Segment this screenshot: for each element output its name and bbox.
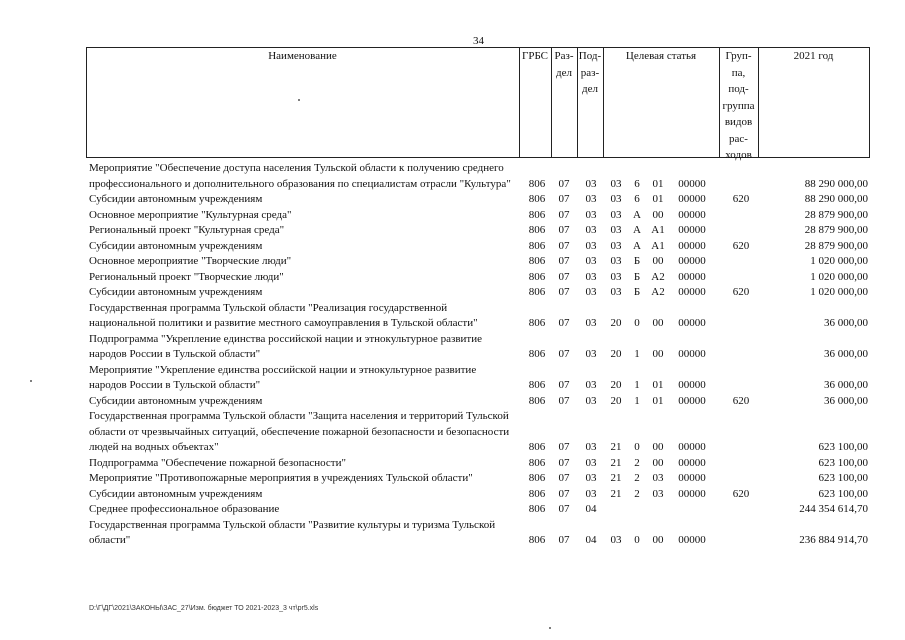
cell-grbs: 806 bbox=[528, 348, 546, 360]
cell-target-subprogram: Б bbox=[633, 255, 641, 267]
cell-name: Мероприятие "Обеспечение доступа населения Тульской области к получению среднего профессионального и дополнительного образования по специалистам отрасли "Культура" bbox=[89, 162, 511, 190]
page-number: 34 bbox=[473, 35, 484, 47]
cell-expense-group: 620 bbox=[732, 487, 750, 500]
cell-target-event: 03 bbox=[652, 487, 664, 500]
cell-target-program: 20 bbox=[610, 348, 622, 360]
cell-sum-2021: 623 100,00 bbox=[818, 441, 868, 453]
cell-target-direction: 00000 bbox=[678, 394, 706, 407]
cell-target-program: 21 bbox=[610, 441, 622, 453]
table-row bbox=[89, 301, 870, 332]
cell-name: Региональный проект "Культурная среда" bbox=[89, 224, 285, 236]
table-header bbox=[86, 47, 870, 161]
cell-podrazdel: 03 bbox=[585, 379, 597, 391]
cell-target-subprogram: 2 bbox=[634, 487, 640, 500]
cell-target-subprogram: 0 bbox=[634, 441, 640, 453]
cell-target-program: 03 bbox=[610, 224, 622, 236]
header-expense-group: Груп- па, под- группа видов рас- ходов bbox=[722, 50, 755, 161]
cell-sum-2021: 623 100,00 bbox=[818, 456, 868, 469]
cell-name: Подпрограмма "Обеспечение пожарной безопасности" bbox=[89, 456, 346, 469]
cell-name: Субсидии автономным учреждениям bbox=[89, 394, 263, 407]
cell-podrazdel: 04 bbox=[585, 503, 597, 515]
cell-target-direction: 00000 bbox=[678, 286, 706, 298]
cell-name: Мероприятие "Противопожарные мероприятия в учреждениях Тульской области" bbox=[89, 472, 473, 484]
cell-podrazdel: 03 bbox=[585, 193, 597, 205]
cell-sum-2021: 88 290 000,00 bbox=[804, 193, 868, 205]
cell-podrazdel: 03 bbox=[585, 317, 597, 329]
cell-sum-2021: 36 000,00 bbox=[824, 394, 868, 407]
table-row bbox=[89, 409, 870, 456]
cell-target-program: 20 bbox=[610, 317, 622, 329]
cell-razdel: 07 bbox=[558, 239, 570, 252]
cell-target-subprogram: 2 bbox=[634, 472, 640, 484]
header-grbs: ГРБС bbox=[521, 50, 549, 62]
cell-sum-2021: 28 879 900,00 bbox=[804, 208, 868, 221]
cell-grbs: 806 bbox=[528, 441, 546, 453]
cell-podrazdel: 03 bbox=[585, 394, 597, 407]
cell-target-event: 00 bbox=[652, 208, 664, 221]
cell-podrazdel: 04 bbox=[585, 534, 597, 546]
cell-target-subprogram: 6 bbox=[634, 193, 640, 205]
cell-grbs: 806 bbox=[528, 286, 546, 298]
cell-target-program: 03 bbox=[610, 239, 622, 252]
cell-expense-group: 620 bbox=[732, 193, 750, 205]
cell-grbs: 806 bbox=[528, 224, 546, 236]
cell-podrazdel: 03 bbox=[585, 456, 597, 469]
cell-target-direction: 00000 bbox=[678, 348, 706, 360]
header-right-border bbox=[869, 47, 870, 158]
cell-expense-group: 620 bbox=[732, 239, 750, 252]
cell-podrazdel: 03 bbox=[585, 286, 597, 298]
cell-target-event: 00 bbox=[652, 456, 664, 469]
cell-name: Субсидии автономным учреждениям bbox=[89, 193, 263, 205]
cell-podrazdel: 03 bbox=[585, 487, 597, 500]
cell-target-program: 20 bbox=[610, 379, 622, 391]
cell-podrazdel: 03 bbox=[585, 255, 597, 267]
cell-grbs: 806 bbox=[528, 503, 546, 515]
table-row bbox=[89, 487, 870, 503]
cell-grbs: 806 bbox=[528, 379, 546, 391]
cell-grbs: 806 bbox=[528, 239, 546, 252]
cell-grbs: 806 bbox=[528, 177, 546, 190]
cell-target-event: 01 bbox=[652, 379, 664, 391]
cell-target-subprogram: А bbox=[633, 208, 641, 221]
cell-target-subprogram: 0 bbox=[634, 534, 640, 546]
cell-target-direction: 00000 bbox=[678, 270, 706, 283]
table-row bbox=[89, 270, 870, 286]
cell-target-event: А1 bbox=[651, 239, 665, 252]
cell-target-program: 03 bbox=[610, 255, 622, 267]
table-row bbox=[89, 471, 870, 487]
cell-sum-2021: 88 290 000,00 bbox=[804, 177, 868, 190]
cell-target-event: 00 bbox=[652, 317, 664, 329]
cell-podrazdel: 03 bbox=[585, 208, 597, 221]
cell-target-direction: 00000 bbox=[678, 224, 706, 236]
cell-name: Подпрограмма "Укрепление единства российской нации и этнокультурное развитие народов России в Тульской области" bbox=[89, 332, 483, 360]
cell-razdel: 07 bbox=[558, 441, 570, 453]
cell-target-program: 03 bbox=[610, 270, 622, 283]
cell-target-direction: 00000 bbox=[678, 456, 706, 469]
footer-file-path: D:\Г\ДГ\2021\ЗАКОНЫ\ЗАС_27\Изм. бюджет ТО 2021-2023_3 чт\pr5.xls bbox=[89, 605, 319, 612]
cell-name: Государственная программа Тульской области "Защита населения и территорий Тульской области от чрезвычайных ситуаций, обеспечение пожарной безопасности и безопасности людей на водных объектах" bbox=[89, 410, 510, 453]
cell-sum-2021: 36 000,00 bbox=[824, 348, 868, 360]
table-row bbox=[89, 456, 870, 472]
cell-sum-2021: 36 000,00 bbox=[824, 379, 868, 391]
cell-name: Основное мероприятие "Творческие люди" bbox=[89, 255, 292, 267]
table-row bbox=[89, 192, 870, 208]
table-row bbox=[89, 239, 870, 255]
cell-target-event: А2 bbox=[651, 286, 665, 298]
cell-podrazdel: 03 bbox=[585, 239, 597, 252]
cell-razdel: 07 bbox=[558, 193, 570, 205]
cell-target-event: 00 bbox=[652, 348, 664, 360]
cell-grbs: 806 bbox=[528, 193, 546, 205]
cell-grbs: 806 bbox=[528, 456, 546, 469]
cell-grbs: 806 bbox=[528, 317, 546, 329]
cell-target-program: 03 bbox=[610, 286, 622, 298]
cell-podrazdel: 03 bbox=[585, 270, 597, 283]
cell-razdel: 07 bbox=[558, 177, 570, 190]
cell-razdel: 07 bbox=[558, 456, 570, 469]
table-row bbox=[89, 363, 870, 394]
cell-razdel: 07 bbox=[558, 487, 570, 500]
cell-razdel: 07 bbox=[558, 472, 570, 484]
cell-grbs: 806 bbox=[528, 255, 546, 267]
cell-target-direction: 00000 bbox=[678, 239, 706, 252]
cell-target-subprogram: А bbox=[633, 239, 641, 252]
cell-target-event: 01 bbox=[652, 193, 664, 205]
cell-target-event: 00 bbox=[652, 255, 664, 267]
cell-razdel: 07 bbox=[558, 503, 570, 515]
cell-sum-2021: 28 879 900,00 bbox=[804, 239, 868, 252]
table-row bbox=[89, 223, 870, 239]
cell-target-program: 21 bbox=[610, 456, 622, 469]
table-row bbox=[89, 208, 870, 224]
cell-target-direction: 00000 bbox=[678, 487, 706, 500]
cell-target-program: 21 bbox=[610, 472, 622, 484]
cell-sum-2021: 623 100,00 bbox=[818, 487, 868, 500]
cell-name: Государственная программа Тульской области "Реализация государственной национальной политики и развитие местного самоуправления в Тульской области" bbox=[89, 301, 478, 329]
cell-name: Региональный проект "Творческие люди" bbox=[89, 270, 284, 283]
cell-podrazdel: 03 bbox=[585, 177, 597, 190]
cell-target-direction: 00000 bbox=[678, 472, 706, 484]
cell-target-direction: 00000 bbox=[678, 441, 706, 453]
cell-target-subprogram: 1 bbox=[634, 379, 640, 391]
cell-razdel: 07 bbox=[558, 286, 570, 298]
cell-razdel: 07 bbox=[558, 270, 570, 283]
cell-podrazdel: 03 bbox=[585, 348, 597, 360]
cell-podrazdel: 03 bbox=[585, 472, 597, 484]
cell-target-subprogram: 6 bbox=[634, 177, 640, 190]
cell-grbs: 806 bbox=[528, 472, 546, 484]
table-row bbox=[89, 161, 870, 192]
cell-target-program: 20 bbox=[610, 394, 622, 407]
scan-speck bbox=[298, 99, 300, 101]
header-razdel: Раз- дел bbox=[554, 50, 574, 79]
table-row bbox=[89, 502, 870, 518]
cell-razdel: 07 bbox=[558, 348, 570, 360]
cell-target-event: 00 bbox=[652, 441, 664, 453]
cell-grbs: 806 bbox=[528, 270, 546, 283]
cell-target-direction: 00000 bbox=[678, 177, 706, 190]
table-row bbox=[89, 518, 870, 549]
cell-expense-group: 620 bbox=[732, 394, 750, 407]
cell-sum-2021: 28 879 900,00 bbox=[804, 224, 868, 236]
cell-target-event: А2 bbox=[651, 270, 665, 283]
table-row bbox=[89, 254, 870, 270]
cell-target-event: А1 bbox=[651, 224, 665, 236]
table-body bbox=[89, 161, 870, 549]
cell-name: Государственная программа Тульской области "Развитие культуры и туризма Тульской области" bbox=[89, 518, 496, 546]
cell-target-direction: 00000 bbox=[678, 317, 706, 329]
cell-sum-2021: 1 020 000,00 bbox=[810, 286, 868, 298]
cell-razdel: 07 bbox=[558, 255, 570, 267]
cell-target-direction: 00000 bbox=[678, 208, 706, 221]
cell-target-subprogram: 0 bbox=[634, 317, 640, 329]
cell-target-subprogram: Б bbox=[633, 270, 641, 283]
header-podrazdel: Под- раз- дел bbox=[578, 50, 602, 95]
cell-target-direction: 00000 bbox=[678, 255, 706, 267]
cell-target-event: 00 bbox=[652, 534, 664, 546]
cell-target-program: 03 bbox=[610, 193, 622, 205]
cell-podrazdel: 03 bbox=[585, 441, 597, 453]
header-year-2021: 2021 год bbox=[793, 50, 834, 62]
cell-target-subprogram: А bbox=[633, 224, 641, 236]
cell-sum-2021: 36 000,00 bbox=[824, 317, 868, 329]
cell-sum-2021: 1 020 000,00 bbox=[810, 270, 868, 283]
cell-target-subprogram: 1 bbox=[634, 348, 640, 360]
cell-sum-2021: 1 020 000,00 bbox=[810, 255, 868, 267]
cell-name: Мероприятие "Укрепление единства российской нации и этнокультурное развитие народов России в Тульской области" bbox=[89, 363, 477, 391]
cell-name: Среднее профессиональное образование bbox=[89, 503, 280, 515]
table-row bbox=[89, 394, 870, 410]
cell-expense-group: 620 bbox=[732, 286, 750, 298]
cell-target-subprogram: 1 bbox=[634, 394, 640, 407]
scan-speck bbox=[549, 627, 551, 629]
cell-name: Субсидии автономным учреждениям bbox=[89, 286, 263, 298]
cell-target-event: 01 bbox=[652, 394, 664, 407]
cell-target-direction: 00000 bbox=[678, 193, 706, 205]
cell-target-event: 03 bbox=[652, 472, 664, 484]
cell-target-program: 03 bbox=[610, 534, 622, 546]
cell-razdel: 07 bbox=[558, 379, 570, 391]
cell-razdel: 07 bbox=[558, 224, 570, 236]
cell-grbs: 806 bbox=[528, 394, 546, 407]
cell-target-program: 03 bbox=[610, 177, 622, 190]
cell-name: Основное мероприятие "Культурная среда" bbox=[89, 208, 292, 221]
cell-sum-2021: 623 100,00 bbox=[818, 472, 868, 484]
cell-razdel: 07 bbox=[558, 317, 570, 329]
cell-target-direction: 00000 bbox=[678, 379, 706, 391]
cell-grbs: 806 bbox=[528, 208, 546, 221]
cell-target-subprogram: Б bbox=[633, 286, 641, 298]
cell-name: Субсидии автономным учреждениям bbox=[89, 487, 263, 500]
cell-sum-2021: 244 354 614,70 bbox=[799, 503, 868, 515]
scan-speck bbox=[30, 380, 32, 382]
cell-target-event: 01 bbox=[652, 177, 664, 190]
cell-target-program: 03 bbox=[610, 208, 622, 221]
cell-target-program: 21 bbox=[610, 487, 622, 500]
header-target-article: Целевая статья bbox=[625, 50, 697, 62]
cell-podrazdel: 03 bbox=[585, 224, 597, 236]
cell-sum-2021: 236 884 914,70 bbox=[799, 534, 868, 546]
cell-grbs: 806 bbox=[528, 534, 546, 546]
cell-name: Субсидии автономным учреждениям bbox=[89, 239, 263, 252]
table-row bbox=[89, 332, 870, 363]
table-row bbox=[89, 285, 870, 301]
header-name: Наименование bbox=[268, 50, 337, 62]
cell-grbs: 806 bbox=[528, 487, 546, 500]
cell-razdel: 07 bbox=[558, 394, 570, 407]
cell-target-direction: 00000 bbox=[678, 534, 706, 546]
cell-razdel: 07 bbox=[558, 534, 570, 546]
cell-target-subprogram: 2 bbox=[634, 456, 640, 469]
cell-razdel: 07 bbox=[558, 208, 570, 221]
